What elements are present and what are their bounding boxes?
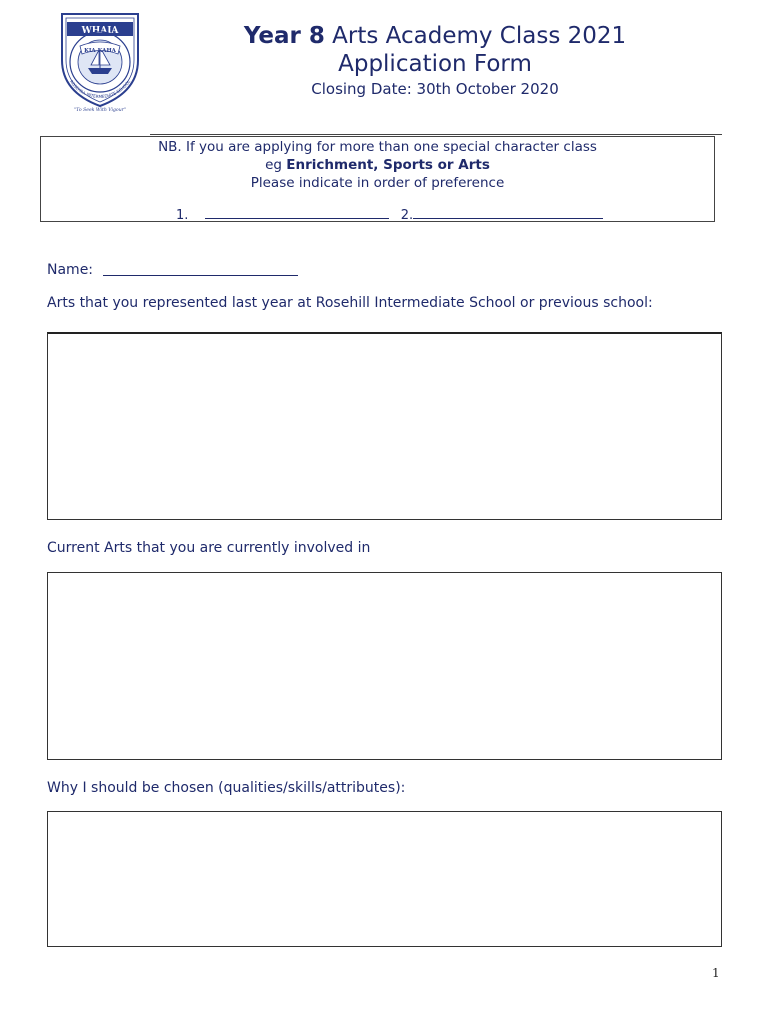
notice-top-rule: [150, 134, 722, 135]
closing-date: Closing Date: 30th October 2020: [311, 80, 559, 98]
form-subtitle: Application Form: [338, 51, 532, 77]
question-why-chosen: Why I should be chosen (qualities/skills/attributes):: [47, 780, 406, 796]
name-field[interactable]: [103, 262, 298, 276]
arts-last-year-answer-box[interactable]: [47, 332, 722, 520]
svg-text:KIA KAHA: KIA KAHA: [84, 48, 116, 54]
svg-text:"To Seek With Vigour": "To Seek With Vigour": [74, 108, 126, 113]
svg-text:ROSEHILL INTERMEDIATE SCHOOL: ROSEHILL INTERMEDIATE SCHOOL: [68, 79, 132, 100]
notice-class-types: Enrichment, Sports or Arts: [286, 157, 490, 173]
notice-line-2: [40, 156, 715, 174]
current-arts-answer-box[interactable]: [47, 572, 722, 760]
page-number: 1: [712, 966, 720, 980]
preference-choices: [176, 207, 603, 224]
choice-2-field[interactable]: [413, 207, 603, 219]
notice-eg: eg: [265, 157, 287, 173]
name-label: Name:: [47, 262, 94, 278]
title-class: Arts Academy Class 2021: [332, 23, 627, 49]
notice-line-3: Please indicate in order of preference: [250, 175, 505, 191]
choice-1-field[interactable]: [205, 207, 389, 219]
title-year: Year 8: [243, 23, 325, 49]
notice-line-1: NB. If you are applying for more than one special character class: [158, 139, 597, 155]
question-current-arts: Current Arts that you are currently involved in: [47, 540, 371, 556]
choice-1-label: 1.: [176, 208, 189, 223]
question-arts-last-year: Arts that you represented last year at Rosehill Intermediate School or previous school:: [47, 295, 653, 311]
form-title: [190, 22, 680, 50]
why-chosen-answer-box[interactable]: [47, 811, 722, 947]
svg-text:WHAIA: WHAIA: [81, 26, 119, 36]
school-crest-logo: [50, 10, 150, 114]
choice-2-label: 2.: [400, 208, 414, 223]
